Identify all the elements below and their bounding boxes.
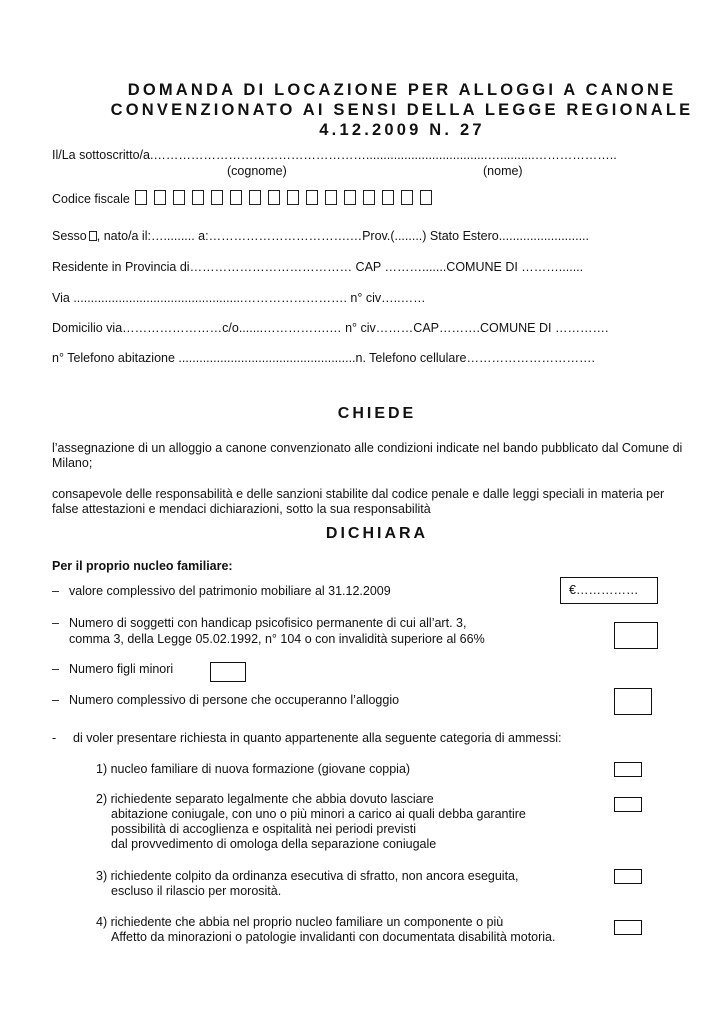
birth-row [52, 229, 589, 243]
dichiara-heading: DICHIARA [325, 525, 429, 542]
codice-fiscale-char-box[interactable] [382, 190, 394, 205]
category-2-label-line-2: abitazione coniugale, con uno o più minori a carico ai quali debba garantire [111, 807, 526, 821]
sesso-label: Sesso [52, 229, 87, 243]
codice-fiscale-char-box[interactable] [249, 190, 261, 205]
bullet-4: – [52, 693, 59, 707]
codice-fiscale-label: Codice fiscale [52, 192, 130, 206]
domicilio-line: Domicilio via……………………c/o.......…………….… n° civ………CAP……….COMUNE DI …………. [52, 321, 609, 335]
category-4-label-line-2: Affetto da minorazioni o patologie invalidanti con documentata disabilità motoria. [111, 930, 556, 944]
birth-line: , nato/a il:…......... a:…………………………….…Prov.(........) Stato Estero.......................... [96, 229, 589, 243]
document-title-line-2: CONVENZIONATO AI SENSI DELLA LEGGE REGIONALE [110, 101, 694, 119]
figli-minori-label: Numero figli minori [69, 662, 174, 676]
category-3-checkbox[interactable] [614, 869, 642, 884]
category-3-label-line-1: 3) richiedente colpito da ordinanza esecutiva di sfratto, non ancora eseguita, [96, 869, 519, 883]
sesso-checkbox[interactable] [89, 231, 97, 241]
persone-count-field[interactable] [614, 688, 652, 715]
categoria-intro: di voler presentare richiesta in quanto appartenente alla seguente categoria di ammessi: [73, 731, 562, 745]
bullet-2: – [52, 616, 59, 630]
handicap-count-field[interactable] [614, 622, 658, 649]
codice-fiscale-char-box[interactable] [344, 190, 356, 205]
document-title-line-3: 4.12.2009 N. 27 [319, 121, 485, 139]
codice-fiscale-char-box[interactable] [135, 190, 147, 205]
category-4-checkbox[interactable] [614, 920, 642, 935]
category-1-label: 1) nucleo familiare di nuova formazione (giovane coppia) [96, 762, 411, 776]
document-title-line-1: DOMANDA DI LOCAZIONE PER ALLOGGI A CANONE [127, 81, 677, 99]
category-2-label-line-1: 2) richiedente separato legalmente che abbia dovuto lasciare [96, 792, 434, 806]
bullet-5: - [52, 731, 57, 745]
patrimonio-value: €…………… [569, 583, 639, 597]
chiede-heading: CHIEDE [337, 405, 417, 422]
surname-caption: (cognome) [227, 164, 287, 178]
patrimonio-field[interactable] [560, 577, 658, 604]
via-line: Via .................................................……………………. n° civ…..…… [52, 291, 426, 305]
codice-fiscale-char-box[interactable] [325, 190, 337, 205]
codice-fiscale-char-box[interactable] [363, 190, 375, 205]
codice-fiscale-char-box[interactable] [401, 190, 413, 205]
codice-fiscale-row [52, 190, 439, 206]
category-2-checkbox[interactable] [614, 797, 642, 812]
codice-fiscale-char-box[interactable] [173, 190, 185, 205]
codice-fiscale-char-box[interactable] [420, 190, 432, 205]
codice-fiscale-char-box[interactable] [306, 190, 318, 205]
codice-fiscale-char-box[interactable] [154, 190, 166, 205]
persone-label: Numero complessivo di persone che occuperanno l’alloggio [69, 693, 400, 707]
codice-fiscale-char-box[interactable] [211, 190, 223, 205]
bullet-3: – [52, 662, 59, 676]
figli-minori-field[interactable] [210, 662, 246, 682]
handicap-label-line-1: Numero di soggetti con handicap psicofisico permanente di cui all’art. 3, [69, 616, 467, 630]
codice-fiscale-char-box[interactable] [287, 190, 299, 205]
residenza-line: Residente in Provincia di………………………………… CAP ……….......COMUNE DI ………....... [52, 260, 584, 274]
chiede-paragraph-2: consapevole delle responsabilità e delle sanzioni stabilite dal codice penale e dalle leggi speciali in materia per false attestazioni e mendaci dichiarazioni, sotto la sua responsabilità [52, 487, 665, 516]
category-1-checkbox[interactable] [614, 762, 642, 777]
patrimonio-label: valore complessivo del patrimonio mobiliare al 31.12.2009 [69, 584, 391, 598]
nucleo-subheading: Per il proprio nucleo familiare: [52, 559, 233, 573]
codice-fiscale-boxes [135, 192, 439, 206]
name-line: Il/La sottoscritto/a.……………………………………………...................................…..........……………….. [52, 148, 617, 162]
bullet-1: – [52, 584, 59, 598]
telefono-line: n° Telefono abitazione ...................................................n. Telefono cellulare…………………………. [52, 351, 595, 365]
handicap-label-line-2: comma 3, della Legge 05.02.1992, n° 104 o con invalidità superiore al 66% [69, 632, 485, 646]
chiede-paragraph-1: l’assegnazione di un alloggio a canone convenzionato alle condizioni indicate nel bando pubblicato dal Comune di Milano; [52, 441, 683, 470]
category-4-label-line-1: 4) richiedente che abbia nel proprio nucleo familiare un componente o più [96, 915, 504, 929]
codice-fiscale-char-box[interactable] [192, 190, 204, 205]
category-2-label-line-4: dal provvedimento di omologa della separazione coniugale [111, 837, 437, 851]
codice-fiscale-char-box[interactable] [230, 190, 242, 205]
category-2-label-line-3: possibilità di accoglienza e ospitalità nei periodi previsti [111, 822, 417, 836]
codice-fiscale-char-box[interactable] [268, 190, 280, 205]
category-3-label-line-2: escluso il rilascio per morosità. [111, 884, 282, 898]
firstname-caption: (nome) [483, 164, 523, 178]
